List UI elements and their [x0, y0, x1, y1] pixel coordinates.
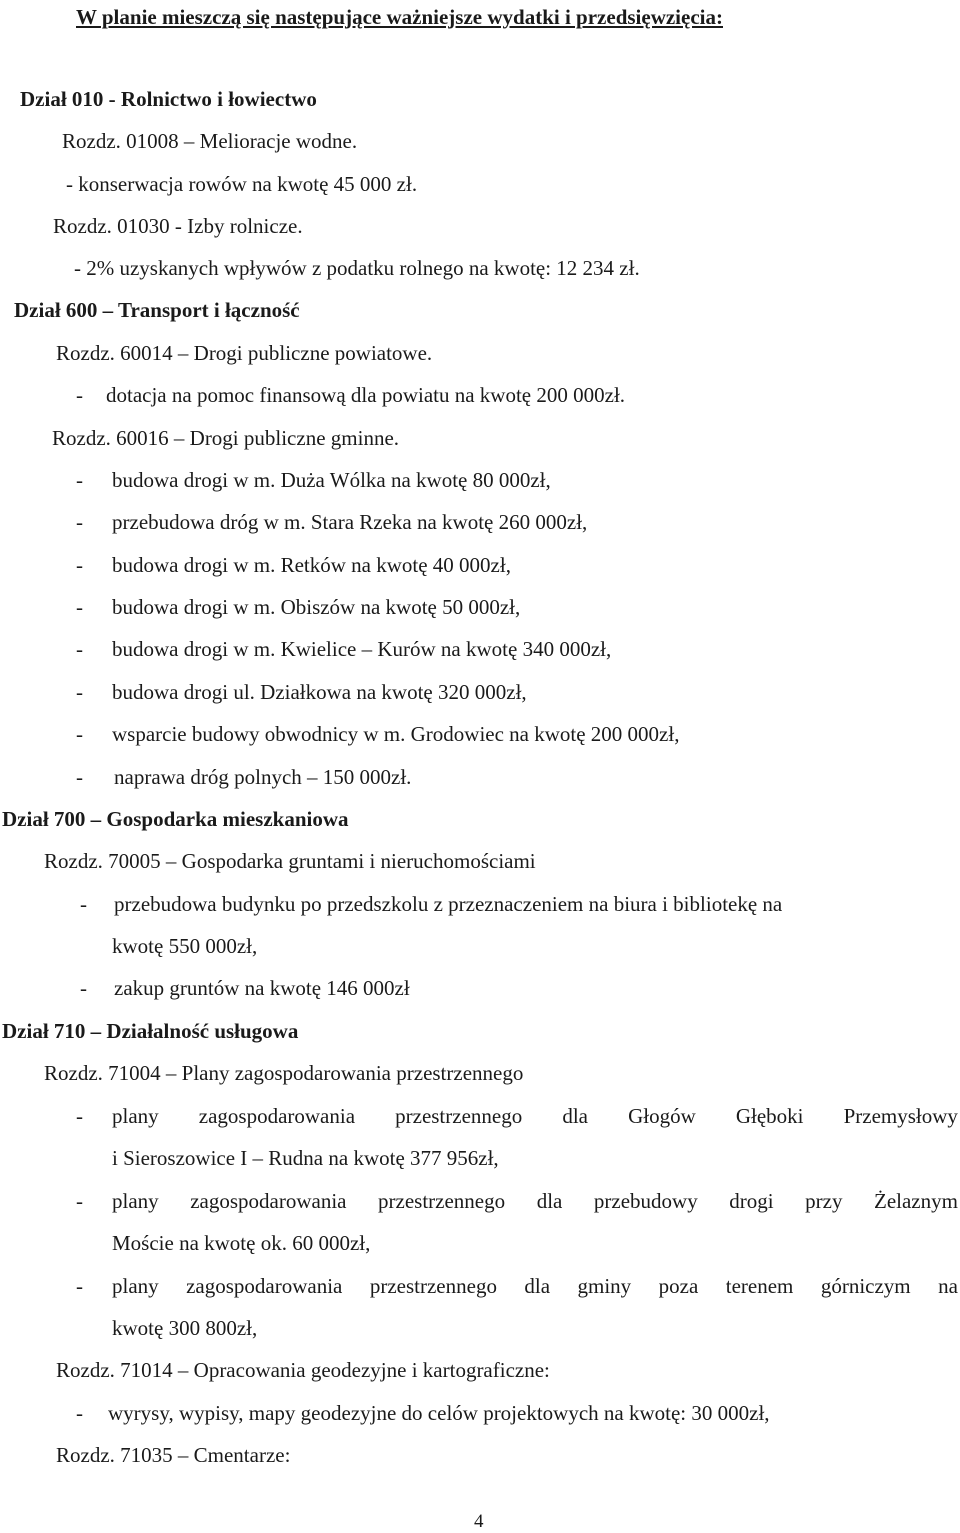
list-dash: - — [76, 722, 83, 746]
word: zagospodarowania — [198, 1104, 356, 1128]
list-dash: - — [76, 765, 83, 789]
list-item-continuation: i Sieroszowice I – Rudna na kwotę 377 956zł, — [112, 1146, 499, 1170]
section-heading-600: Dział 600 – Transport i łączność — [14, 298, 300, 322]
word: Żelaznym — [874, 1189, 958, 1213]
list-item: naprawa dróg polnych – 150 000zł. — [114, 765, 412, 789]
list-dash: - — [76, 637, 83, 661]
list-dash: - — [76, 1401, 83, 1425]
section-heading-010: Dział 010 - Rolnictwo i łowiectwo — [20, 87, 317, 111]
list-item: - 2% uzyskanych wpływów z podatku rolnego na kwotę: 12 234 zł. — [74, 256, 640, 280]
word: przebudowy — [593, 1189, 698, 1213]
word: poza — [658, 1274, 699, 1298]
subsection-70005: Rozdz. 70005 – Gospodarka gruntami i nieruchomościami — [44, 849, 536, 873]
word: przy — [805, 1189, 843, 1213]
word: górniczym — [820, 1274, 911, 1298]
list-item: przebudowa dróg w m. Stara Rzeka na kwotę 260 000zł, — [112, 510, 588, 534]
list-dash: - — [80, 892, 87, 916]
list-item-justified — [112, 1103, 958, 1129]
word: przestrzennego — [369, 1274, 497, 1298]
word: plany — [112, 1104, 159, 1128]
list-item: budowa drogi w m. Retków na kwotę 40 000zł, — [112, 553, 511, 577]
list-item: wyrysy, wypisy, mapy geodezyjne do celów projektowych na kwotę: 30 000zł, — [108, 1401, 770, 1425]
list-item: dotacja na pomoc finansową dla powiatu na kwotę 200 000zł. — [106, 383, 626, 407]
subsection-71004: Rozdz. 71004 – Plany zagospodarowania przestrzennego — [44, 1061, 524, 1085]
word: dla — [524, 1274, 551, 1298]
list-item: zakup gruntów na kwotę 146 000zł — [114, 976, 410, 1000]
section-heading-710: Dział 710 – Działalność usługowa — [2, 1019, 299, 1043]
list-item: - konserwacja rowów na kwotę 45 000 zł. — [66, 172, 418, 196]
list-dash: - — [76, 553, 83, 577]
list-dash: - — [76, 680, 83, 704]
list-item: budowa drogi ul. Działkowa na kwotę 320 000zł, — [112, 680, 527, 704]
word: dla — [562, 1104, 588, 1128]
list-item-continuation: Moście na kwotę ok. 60 000zł, — [112, 1231, 371, 1255]
word: plany — [112, 1189, 159, 1213]
list-item: budowa drogi w m. Obiszów na kwotę 50 000zł, — [112, 595, 521, 619]
list-item: budowa drogi w m. Kwielice – Kurów na kwotę 340 000zł, — [112, 637, 612, 661]
list-item: budowa drogi w m. Duża Wólka na kwotę 80 000zł, — [112, 468, 551, 492]
subsection-71014: Rozdz. 71014 – Opracowania geodezyjne i kartograficzne: — [56, 1358, 550, 1382]
word: zagospodarowania — [186, 1274, 343, 1298]
word: przestrzennego — [378, 1189, 506, 1213]
list-item-continuation: kwotę 300 800zł, — [112, 1316, 258, 1340]
subsection-60014: Rozdz. 60014 – Drogi publiczne powiatowe. — [56, 341, 433, 365]
word: zagospodarowania — [190, 1189, 347, 1213]
word: Przemysłowy — [843, 1104, 958, 1128]
word: na — [938, 1274, 958, 1298]
list-item-justified — [112, 1273, 958, 1299]
list-dash: - — [76, 1104, 83, 1128]
list-dash: - — [76, 510, 83, 534]
list-dash: - — [76, 383, 83, 407]
word: przestrzennego — [395, 1104, 523, 1128]
subsection-01030: Rozdz. 01030 - Izby rolnicze. — [53, 214, 303, 238]
page-heading: W planie mieszczą się następujące ważniejsze wydatki i przedsięwzięcia: — [76, 5, 723, 29]
subsection-01008: Rozdz. 01008 – Melioracje wodne. — [62, 129, 358, 153]
word: plany — [112, 1274, 159, 1298]
word: dla — [536, 1189, 563, 1213]
list-item: wsparcie budowy obwodnicy w m. Grodowiec na kwotę 200 000zł, — [112, 722, 680, 746]
word: terenem — [725, 1274, 794, 1298]
list-item-justified — [112, 1188, 958, 1214]
list-item: przebudowa budynku po przedszkolu z przeznaczeniem na biura i bibliotekę na — [114, 892, 783, 916]
list-dash: - — [76, 595, 83, 619]
list-dash: - — [76, 1274, 83, 1298]
word: Głęboki — [735, 1104, 804, 1128]
list-dash: - — [76, 1189, 83, 1213]
list-dash: - — [80, 976, 87, 1000]
word: Głogów — [628, 1104, 696, 1128]
subsection-71035: Rozdz. 71035 – Cmentarze: — [56, 1443, 291, 1467]
subsection-60016: Rozdz. 60016 – Drogi publiczne gminne. — [52, 426, 400, 450]
section-heading-700: Dział 700 – Gospodarka mieszkaniowa — [2, 807, 349, 831]
list-dash: - — [76, 468, 83, 492]
word: drogi — [729, 1189, 774, 1213]
page-number: 4 — [474, 1511, 484, 1532]
word: gminy — [577, 1274, 632, 1298]
list-item-continuation: kwotę 550 000zł, — [112, 934, 258, 958]
